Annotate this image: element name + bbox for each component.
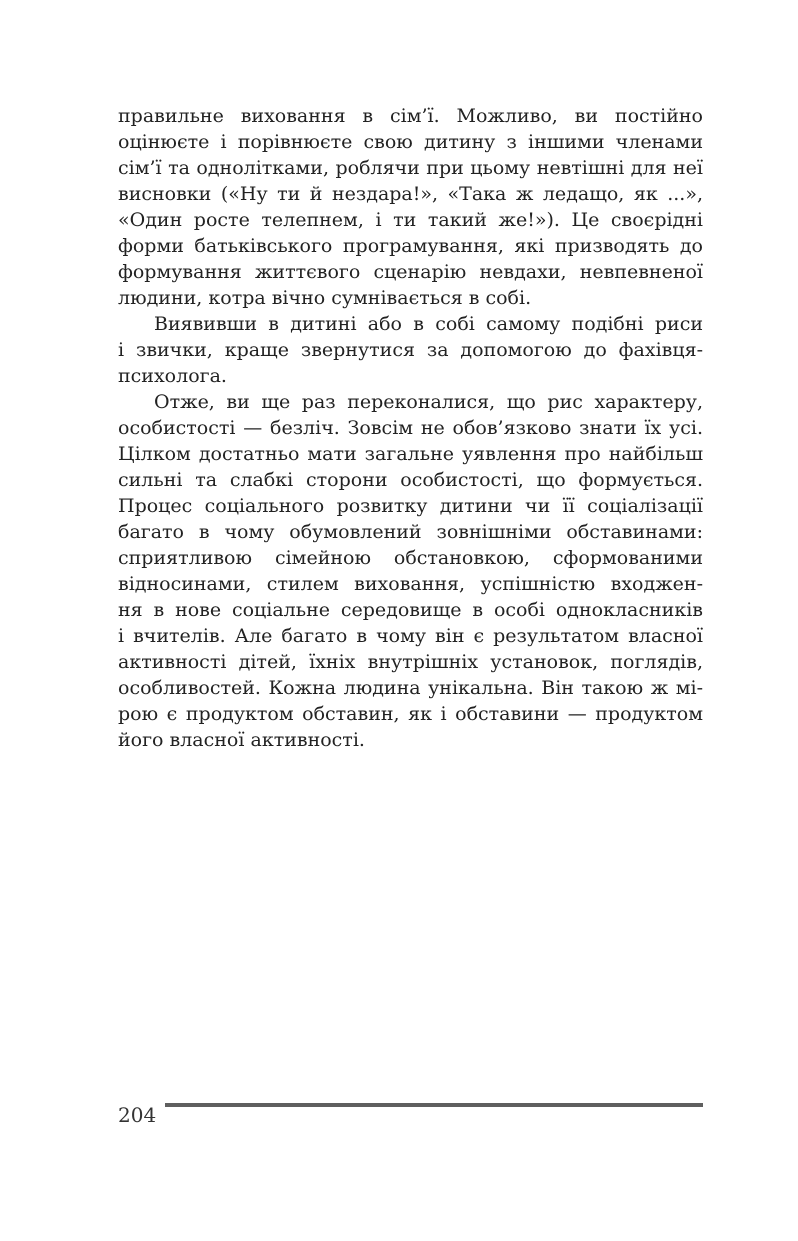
paragraph: [118, 389, 703, 753]
text-line: його власної активності.: [118, 729, 365, 751]
body-text: [118, 103, 703, 753]
text-line: висновки («Ну ти й нездара!», «Така ж ледащо, як ...»,: [118, 183, 703, 205]
text-line: формування життєвого сценарію невдахи, невпевненої: [118, 261, 703, 283]
text-line: рою є продуктом обставин, як і обставини — продуктом: [118, 703, 703, 725]
page-number: 204: [118, 1103, 157, 1127]
text-line: особистості — безліч. Зовсім не обов’язково знати їх усі.: [118, 417, 703, 439]
text-line: і звички, краще звернутися за допомогою до фахівця-: [118, 339, 703, 361]
paragraph: [118, 103, 703, 311]
text-line: психолога.: [118, 365, 227, 387]
text-line: і вчителів. Але багато в чому він є результатом власної: [118, 625, 703, 647]
text-line: Процес соціального розвитку дитини чи її соціалізації: [118, 495, 703, 517]
footer-rule: [165, 1103, 703, 1107]
text-line: особливостей. Кожна людина унікальна. Він такою ж мі-: [118, 677, 703, 699]
text-line: багато в чому обумовлений зовнішніми обставинами:: [118, 521, 703, 543]
text-line: відносинами, стилем виховання, успішністю входжен-: [118, 573, 703, 595]
paragraph: [118, 311, 703, 389]
text-line: «Один росте телепнем, і ти такий же!»). Це своєрідні: [118, 209, 703, 231]
text-line: форми батьківського програмування, які призводять до: [118, 235, 703, 257]
text-line: сильні та слабкі сторони особистості, що формується.: [118, 469, 703, 491]
text-line: правильне виховання в сім’ї. Можливо, ви постійно: [118, 105, 703, 127]
text-line: сприятливою сімейною обстановкою, сформованими: [118, 547, 703, 569]
text-line: сім’ї та однолітками, роблячи при цьому невтішні для неї: [118, 157, 703, 179]
page-footer: [118, 1100, 703, 1130]
text-line: активності дітей, їхніх внутрішніх установок, поглядів,: [118, 651, 703, 673]
text-line: Цілком достатньо мати загальне уявлення про найбільш: [118, 443, 703, 465]
text-line: оцінюєте і порівнюєте свою дитину з іншими членами: [118, 131, 703, 153]
text-line: людини, котра вічно сумнівається в собі.: [118, 287, 532, 309]
text-line: Виявивши в дитині або в собі самому подібні риси: [154, 313, 703, 335]
text-line: Отже, ви ще раз переконалися, що рис характеру,: [154, 391, 703, 413]
text-line: ня в нове соціальне середовище в особі однокласників: [118, 599, 703, 621]
